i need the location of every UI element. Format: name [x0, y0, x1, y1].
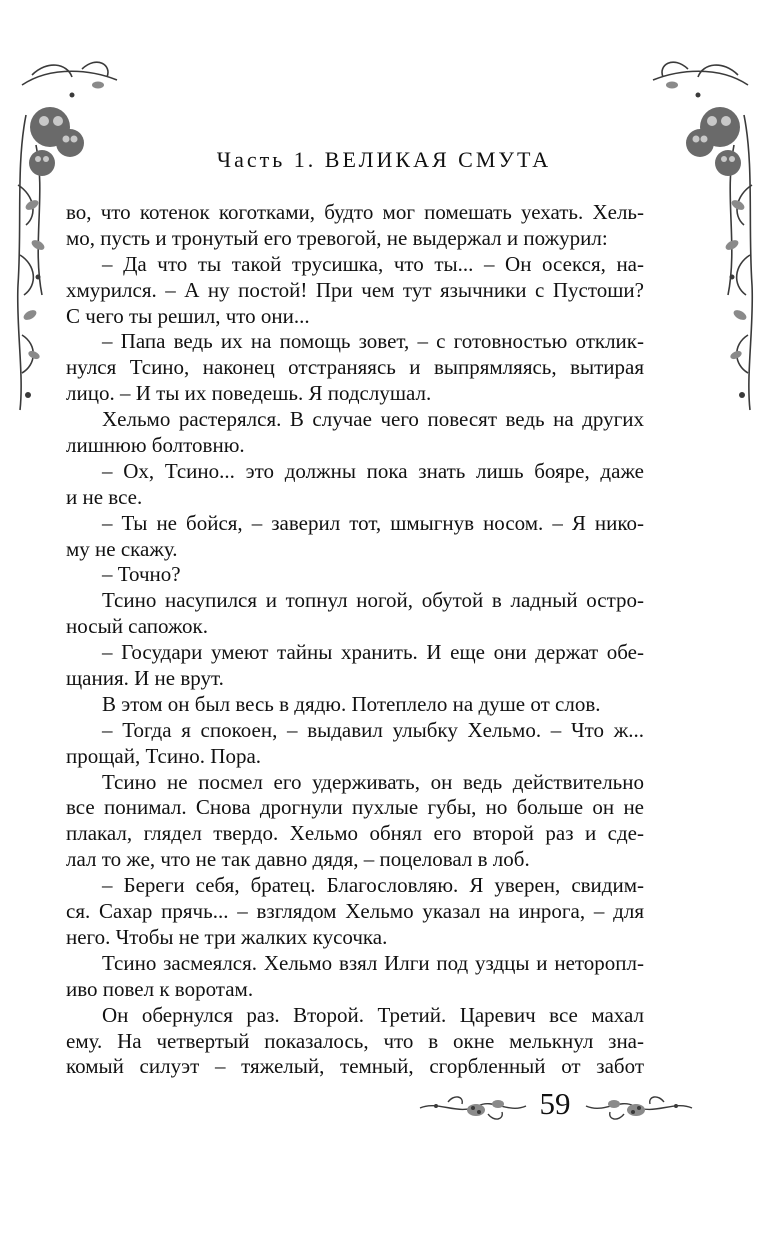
text-line: – Государи умеют тайны хранить. И еще они держат обе- — [102, 640, 644, 665]
text-line: и не все. — [66, 484, 143, 509]
text-line: В этом он был весь в дядю. Потеплело на душе от слов. — [102, 691, 601, 716]
part-label: Часть 1. — [216, 147, 317, 172]
text-line: хмурился. – А ну постой! При чем тут язычники с Пустоши? — [66, 277, 644, 302]
text-line: ему. На четвертый показалось, что в окне мелькнул зна- — [66, 1028, 644, 1053]
text-line: все понимал. Снова дрогнули пухлые губы, но больше он не — [66, 795, 644, 820]
text-line: – Ты не бойся, – заверил тот, шмыгнув носом. – Я нико- — [102, 510, 644, 535]
text-line: во, что котенок коготками, будто мог помешать уехать. Хель- — [66, 200, 644, 224]
text-line: – Папа ведь их на помощь зовет, – с готовностью отклик- — [102, 329, 644, 354]
text-line: иво повел к воротам. — [66, 976, 254, 1001]
text-line: комый силуэт – тяжелый, темный, сгорбленный от забот — [66, 1054, 644, 1079]
text-line: Тсино засмеялся. Хельмо взял Илги под уздцы и неторопл- — [102, 950, 644, 975]
text-line: – Тогда я спокоен, – выдавил улыбку Хельмо. – Что ж... — [102, 717, 644, 742]
text-line: Он обернулся раз. Второй. Третий. Царевич все махал — [102, 1002, 644, 1027]
text-line: него. Чтобы не три жалких кусочка. — [66, 924, 388, 949]
text-line: прощай, Тсино. Пора. — [66, 743, 262, 768]
text-line: – Точно? — [102, 562, 181, 587]
text-line: – Береги себя, братец. Благословляю. Я уверен, свидим- — [102, 873, 644, 898]
body-text — [66, 200, 644, 1080]
text-line: му не скажу. — [66, 536, 178, 561]
right-footer-ornament — [584, 1088, 694, 1128]
text-line: Хельмо растерялся. В случае чего повесят ведь на других — [102, 407, 644, 432]
text-line: – Ох, Тсино... это должны пока знать лишь бояре, даже — [102, 458, 644, 483]
text-line: носый сапожок. — [66, 614, 208, 639]
section-title: ВЕЛИКАЯ СМУТА — [324, 147, 552, 172]
page-footer — [0, 1080, 768, 1140]
running-head — [0, 147, 768, 173]
text-line: ся. Сахар прячь... – взглядом Хельмо указал на инрога, – для — [66, 899, 644, 924]
text-line: нулся Тсино, наконец отстраняясь и выпрямляясь, вытирая — [66, 355, 644, 380]
text-line: лицо. – И ты их поведешь. Я подслушал. — [66, 381, 432, 406]
text-line: лишнюю болтовню. — [66, 433, 245, 458]
text-line: Тсино насупился и топнул ногой, обутой в ладный остро- — [102, 588, 644, 613]
text-line: мо, пусть и тронутый его тревогой, не выдержал и пожурил: — [66, 225, 608, 250]
text-line: лал то же, что не так давно дядя, – поцеловал в лоб. — [66, 847, 530, 872]
text-line: плакал, глядел твердо. Хельмо обнял его второй раз и сде- — [66, 821, 644, 846]
text-line: – Да что ты такой трусишка, что ты... – Он осекся, на- — [102, 251, 644, 276]
right-floral-corner-ornament — [648, 55, 758, 415]
left-footer-ornament — [418, 1088, 528, 1128]
text-line: С чего ты решил, что они... — [66, 303, 310, 328]
page-number: 59 — [539, 1086, 571, 1121]
text-line: щания. И не врут. — [66, 666, 224, 691]
text-line: Тсино не посмел его удерживать, он ведь действительно — [102, 769, 644, 794]
